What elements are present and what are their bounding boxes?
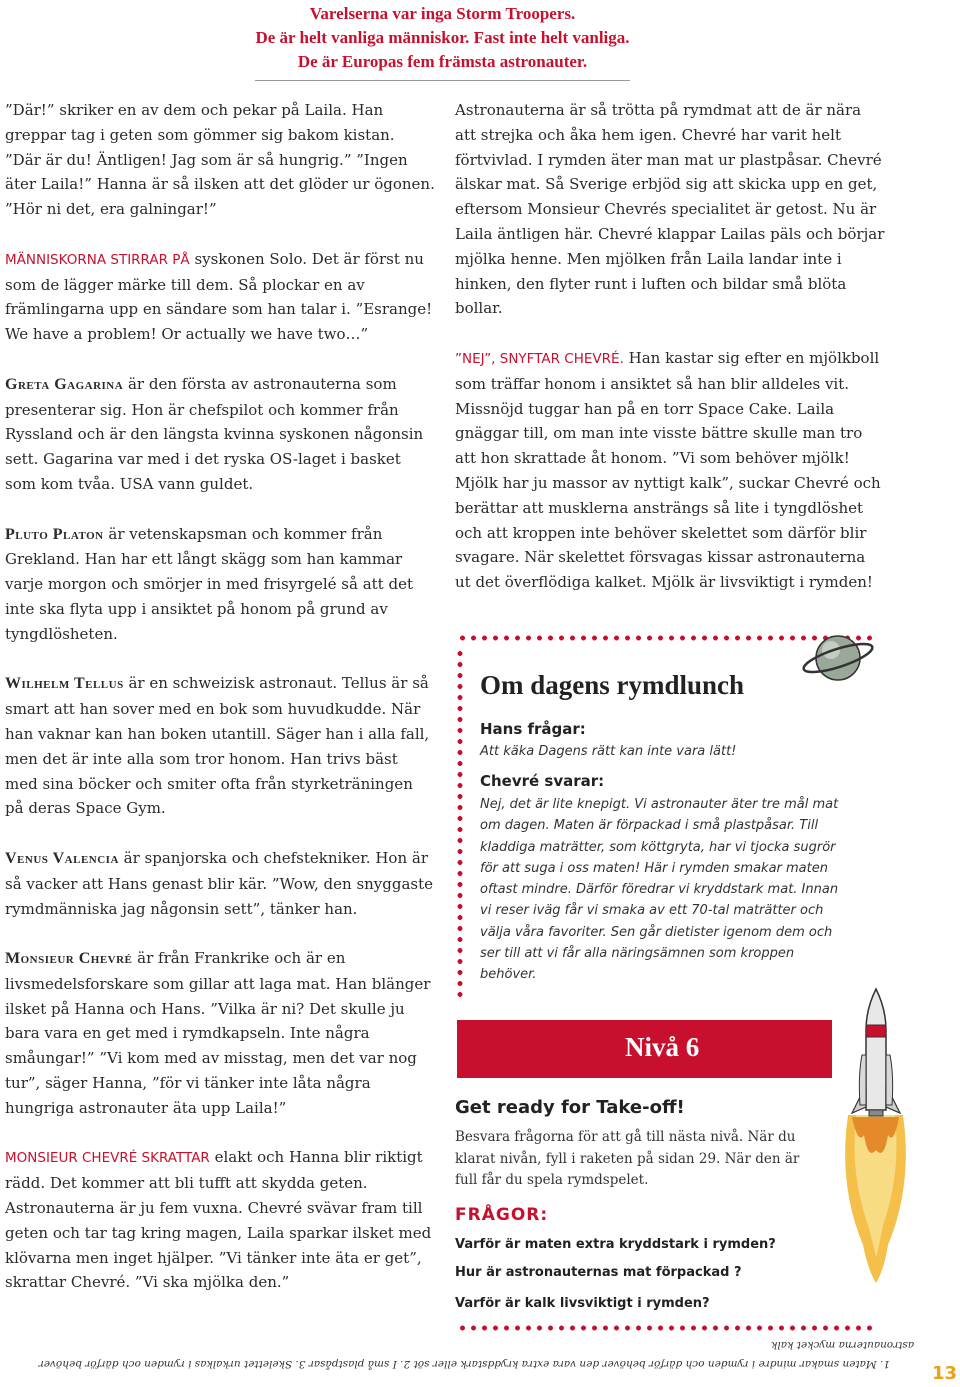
- character-name: Pluto Platon: [5, 525, 104, 543]
- answer-text: Nej, det är lite knepigt. Vi astronauter äter tre mål mat om dagen. Maten är förpackad i små plastpåsar. Till kladdiga maträtter, som köttgryta, har vi tjocka sugrör för att suga i oss maten! Här i rymden smakar maten oftast mindre. Därför föredrar vi kryddstark mat. Innan vi reser iväg får vi smaka av ett 70-tal maträtter och välja våra favoriter. Sen går dietister igenom dem och ser till att vi får alla näringsämnen som kroppen behöver.: [480, 797, 839, 983]
- question-label: Hans frågar:: [480, 720, 586, 738]
- header-line-2: De är helt vanliga människor. Fast inte helt vanliga.: [255, 28, 630, 47]
- answer-key-line-1: 1. Maten smakar mindre i rymden och därför behöver den vara extra kryddstark eller söt 2. I små plastpåsar 3. Skelettet urkalkas i rymden och därför behöver: [38, 1358, 890, 1370]
- header-line-1: Varelserna var inga Storm Troopers.: [309, 4, 576, 23]
- character-name: Venus Valencia: [5, 849, 119, 867]
- story-paragraph: MONSIEUR CHEVRÉ SKRATTAR elakt och Hanna blir riktigt rädd. Det kommer att bli tufft att skydda geten. Astronauterna är ju fem vuxna. Chevré svävar fram till geten och tar tag kring magen, Laila sparkar ilsket med klövarna men inget hjälper. ”Vi tänker inte äta er get”, skrattar Chevré. ”Vi ska mjölka den.”: [5, 1148, 432, 1292]
- questions-label: FRÅGOR:: [455, 1205, 549, 1225]
- character-name: Greta Gagarina: [5, 375, 124, 393]
- question-item: Hur är astronauternas mat förpackad ?: [455, 1265, 742, 1280]
- character-paragraph: Pluto Platon är vetenskapsman och kommer från Grekland. Han har ett långt skägg som han kammar varje morgon och smörjer in med frisyrgelé så att det inte ska flyta upp i ansiktet på honom på grund av tyngdlösheten.: [5, 524, 413, 643]
- paragraph-lead: MONSIEUR CHEVRÉ SKRATTAR: [5, 1150, 210, 1167]
- page-header: [255, 2, 630, 74]
- paragraph-lead: MÄNNISKORNA STIRRAR PÅ: [5, 251, 190, 268]
- paragraph-lead: ”NEJ”, SNYFTAR CHEVRÉ.: [455, 350, 624, 367]
- question-item: Varför är maten extra kryddstark i rymden?: [455, 1237, 776, 1252]
- character-paragraph: Greta Gagarina är den första av astronauterna som presenterar sig. Hon är chefspilot och kommer från Ryssland och är den längsta kvinna syskonen någonsin sett. Gagarina var med i det ryska OS-laget i basket som kom tvåa. USA vann guldet.: [5, 374, 424, 493]
- character-paragraph: Monsieur Chevré är från Frankrike och är en livsmedelsforskare som gillar att laga mat. Han blänger ilsket på Hanna och Hans. ”Vilka är ni? Det skulle ju bara vara en get med i rymdkapseln. Inte några småungar!” ”Vi kom med av misstag, men det var nog tur”, säger Hanna, ”för vi tänker inte låta några hungriga astronauter äta upp Laila!”: [5, 949, 431, 1117]
- story-paragraph: Astronauterna är så trötta på rymdmat att de är nära att strejka och åka hem igen. Chevré har varit helt förtvivlad. I rymden äter man mat ur plastpåsar. Chevré älskar mat. Så Sverige erbjöd sig att skicka upp en get, eftersom Monsieur Chevrés specialitet är getost. Nu är Laila äntligen här. Chevré klappar Lailas päls och börjar mjölka henne. Men mjölken från Laila landar inte i hinken, den flyter runt i luften och bildar små blöta bollar.: [455, 101, 885, 318]
- level-label: Nivå 6: [625, 1032, 700, 1062]
- takeoff-title: Get ready for Take-off!: [455, 1097, 685, 1118]
- lunch-box-title: Om dagens rymdlunch: [480, 670, 745, 700]
- question-text: Att käka Dagens rätt kan inte vara lätt!: [480, 744, 737, 759]
- story-paragraph: ”Där!” skriker en av dem och pekar på Laila. Han greppar tag i geten som gömmer sig bakom kistan. ”Där är du! Äntligen! Jag som är så hungrig.” ”Ingen äter Laila!” Hanna är så ilsken att det glöder ur ögonen. ”Hör ni det, era galningar!”: [5, 101, 435, 219]
- right-column: [455, 98, 885, 595]
- story-paragraph: MÄNNISKORNA STIRRAR PÅ syskonen Solo. Det är först nu som de lägger märke till dem. Så plockar en av främlingarna upp en sändare som han talar i. ”Esrange! We have a problem! Or actually we have two…”: [5, 249, 433, 344]
- planet-icon: [800, 622, 875, 692]
- character-name: Monsieur Chevré: [5, 950, 133, 968]
- character-paragraph: Venus Valencia är spanjorska och chefstekniker. Hon är så vacker att Hans genast blir kär. ”Wow, den snyggaste rymdmänniska jag någonsin sett”, tänker han.: [5, 848, 434, 918]
- dotted-border-left: [457, 648, 463, 998]
- answer-label: Chevré svarar:: [480, 772, 605, 790]
- answer-key-line-2: astronauterna mycket kalk: [771, 1339, 915, 1351]
- left-column: [5, 98, 435, 1295]
- header-line-3: De är Europas fem främsta astronauter.: [297, 52, 588, 71]
- takeoff-instructions: Besvara frågorna för att gå till nästa nivå. När du klarat nivån, fyll i raketen på sidan 29. När den är full får du spela rymdspelet.: [455, 1129, 800, 1188]
- story-paragraph: ”NEJ”, SNYFTAR CHEVRÉ. Han kastar sig efter en mjölkboll som träffar honom i ansiktet så han blir alldeles vit. Missnöjd tuggar han på en torr Space Cake. Laila gnäggar till, om man inte visste bättre skulle man tro att hon skrattade åt honom. ”Vi som behöver mjölk! Mjölk har ju massor av nyttigt kalk”, suckar Chevré och berättar att musklerna ansträngs så lite i tyngdlöshet och att kroppen inte behöver skelettet som därför blir svagare. När skelettet försvagas kissar astronauterna ut det överflödiga kalket. Mjölk är livsviktigt i rymden!: [455, 348, 881, 592]
- rocket-icon: [838, 985, 913, 1285]
- character-paragraph: Wilhelm Tellus är en schweizisk astronaut. Tellus är så smart att han sover med en bok som huvudkudde. När han vaknar kan han boken utantill. Säger han i alla fall, men det är inte alla som tror honom. Han trivs bäst med sina böcker och smiter ofta från styrketräningen på deras Space Gym.: [5, 674, 430, 818]
- level-banner: [457, 1020, 832, 1078]
- header-divider: [255, 80, 630, 81]
- dotted-border-bottom: [457, 1325, 872, 1331]
- question-item: Varför är kalk livsviktigt i rymden?: [455, 1296, 710, 1311]
- character-name: Wilhelm Tellus: [5, 675, 124, 693]
- page-number: 13: [932, 1363, 958, 1384]
